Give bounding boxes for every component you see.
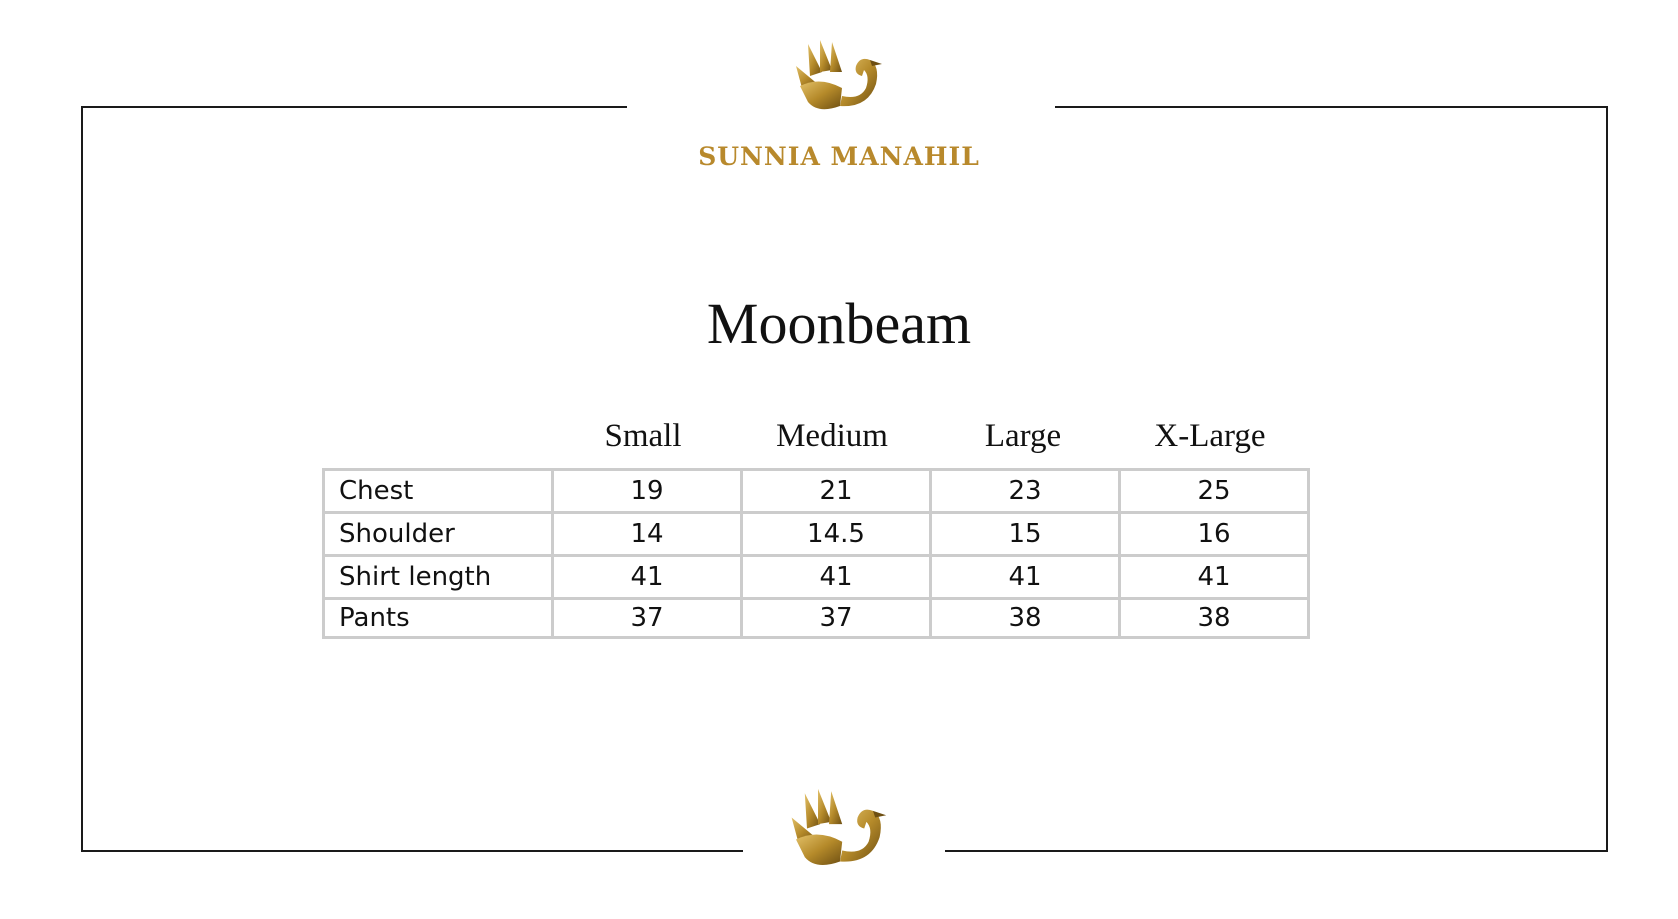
frame-top-right-line (1055, 106, 1608, 108)
table-cell: 23 (931, 470, 1120, 513)
gold-swan-icon (785, 784, 895, 884)
frame-bottom-left-line (81, 850, 743, 852)
frame-top-left-line (81, 106, 627, 108)
table-cell: 21 (742, 470, 931, 513)
table-row (324, 513, 1309, 556)
table-cell: 14 (553, 513, 742, 556)
page-title: Moonbeam (706, 291, 972, 356)
table-cell: 15 (931, 513, 1120, 556)
table-row (324, 599, 1309, 638)
column-header-small: Small (604, 418, 682, 454)
frame-right-line (1606, 106, 1608, 852)
table-cell: 41 (931, 556, 1120, 599)
table-row (324, 470, 1309, 513)
gold-swan-icon (790, 36, 890, 126)
size-chart-table (322, 468, 1310, 639)
table-row (324, 556, 1309, 599)
table-cell: 19 (553, 470, 742, 513)
table-cell: 14.5 (742, 513, 931, 556)
table-cell: 41 (1120, 556, 1309, 599)
table-cell: 41 (553, 556, 742, 599)
brand-name: SUNNIA MANAHIL (698, 142, 980, 171)
frame-bottom-right-line (945, 850, 1608, 852)
table-cell: 16 (1120, 513, 1309, 556)
table-cell: 37 (553, 599, 742, 638)
table-cell: 37 (742, 599, 931, 638)
table-cell: 25 (1120, 470, 1309, 513)
table-cell: 38 (931, 599, 1120, 638)
row-label-pants: Pants (324, 599, 553, 638)
frame-left-line (81, 106, 83, 852)
row-label-chest: Chest (324, 470, 553, 513)
table-cell: 38 (1120, 599, 1309, 638)
column-header-large: Large (984, 418, 1062, 454)
column-header-medium: Medium (776, 418, 888, 454)
row-label-shirt-length: Shirt length (324, 556, 553, 599)
row-label-shoulder: Shoulder (324, 513, 553, 556)
table-cell: 41 (742, 556, 931, 599)
column-header-x-large: X-Large (1154, 418, 1266, 454)
